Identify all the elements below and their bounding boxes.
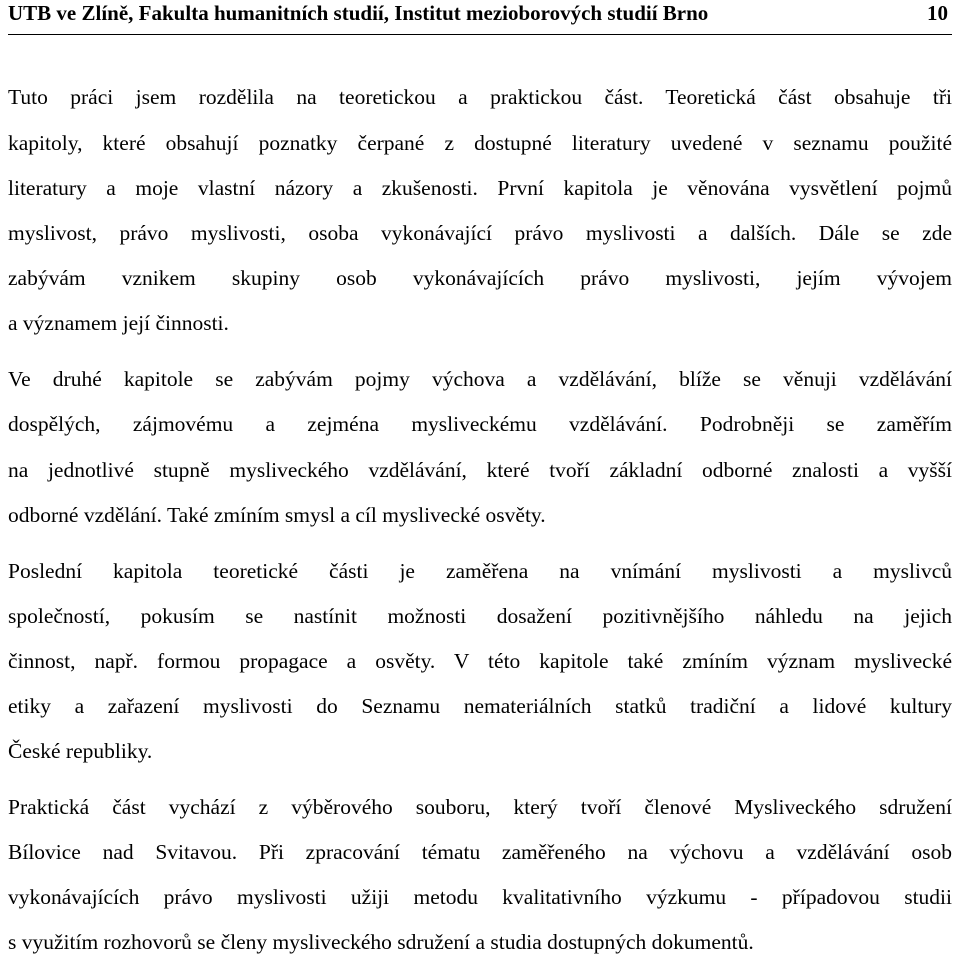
text-line: na jednotlivé stupně mysliveckého vzdělávání, které tvoří základní odborné znalosti a vyšší bbox=[8, 458, 952, 482]
text-line: kapitoly, které obsahují poznatky čerpané z dostupné literatury uvedené v seznamu použité bbox=[8, 131, 952, 155]
text-line: dospělých, zájmovému a zejména mysliveckému vzdělávání. Podrobněji se zaměřím bbox=[8, 412, 952, 436]
text-line: České republiky. bbox=[8, 739, 153, 763]
text-line: zabývám vznikem skupiny osob vykonávajících právo myslivosti, jejím vývojem bbox=[8, 266, 952, 290]
text-line: Tuto práci jsem rozdělila na teoretickou a praktickou část. Teoretická část obsahuje tři bbox=[8, 85, 952, 109]
text-line: Ve druhé kapitole se zabývám pojmy výchova a vzdělávání, blíže se věnuji vzdělávání bbox=[8, 367, 952, 391]
text-line: Praktická část vychází z výběrového souboru, který tvoří členové Mysliveckého sdružení bbox=[8, 795, 952, 819]
header-title: UTB ve Zlíně, Fakulta humanitních studií, Institut mezioborových studií Brno bbox=[8, 1, 709, 25]
text-line: etiky a zařazení myslivosti do Seznamu nemateriálních statků tradiční a lidové kultury bbox=[8, 694, 952, 718]
text-line: vykonávajících právo myslivosti užiji metodu kvalitativního výzkumu - případovou studii bbox=[8, 885, 952, 909]
text-line: s využitím rozhovorů se členy mysliveckého sdružení a studia dostupných dokumentů. bbox=[8, 930, 754, 954]
text-line: Poslední kapitola teoretické části je zaměřena na vnímání myslivosti a myslivců bbox=[8, 559, 952, 583]
text-line: společností, pokusím se nastínit možnosti dosažení pozitivnějšího náhledu na jejich bbox=[8, 604, 952, 628]
page-header bbox=[8, 0, 952, 35]
text-line: odborné vzdělání. Také zmíním smysl a cíl myslivecké osvěty. bbox=[8, 503, 546, 527]
text-line: Bílovice nad Svitavou. Při zpracování tématu zaměřeného na výchovu a vzdělávání osob bbox=[8, 840, 952, 864]
text-line: myslivost, právo myslivosti, osoba vykonávající právo myslivosti a dalších. Dále se zde bbox=[8, 221, 952, 245]
text-line: literatury a moje vlastní názory a zkušenosti. První kapitola je věnována vysvětlení pojmů bbox=[8, 176, 952, 200]
page-number: 10 bbox=[927, 1, 948, 25]
text-line: a významem její činnosti. bbox=[8, 311, 229, 335]
text-line: činnost, např. formou propagace a osvěty. V této kapitole také zmíním význam myslivecké bbox=[8, 649, 952, 673]
